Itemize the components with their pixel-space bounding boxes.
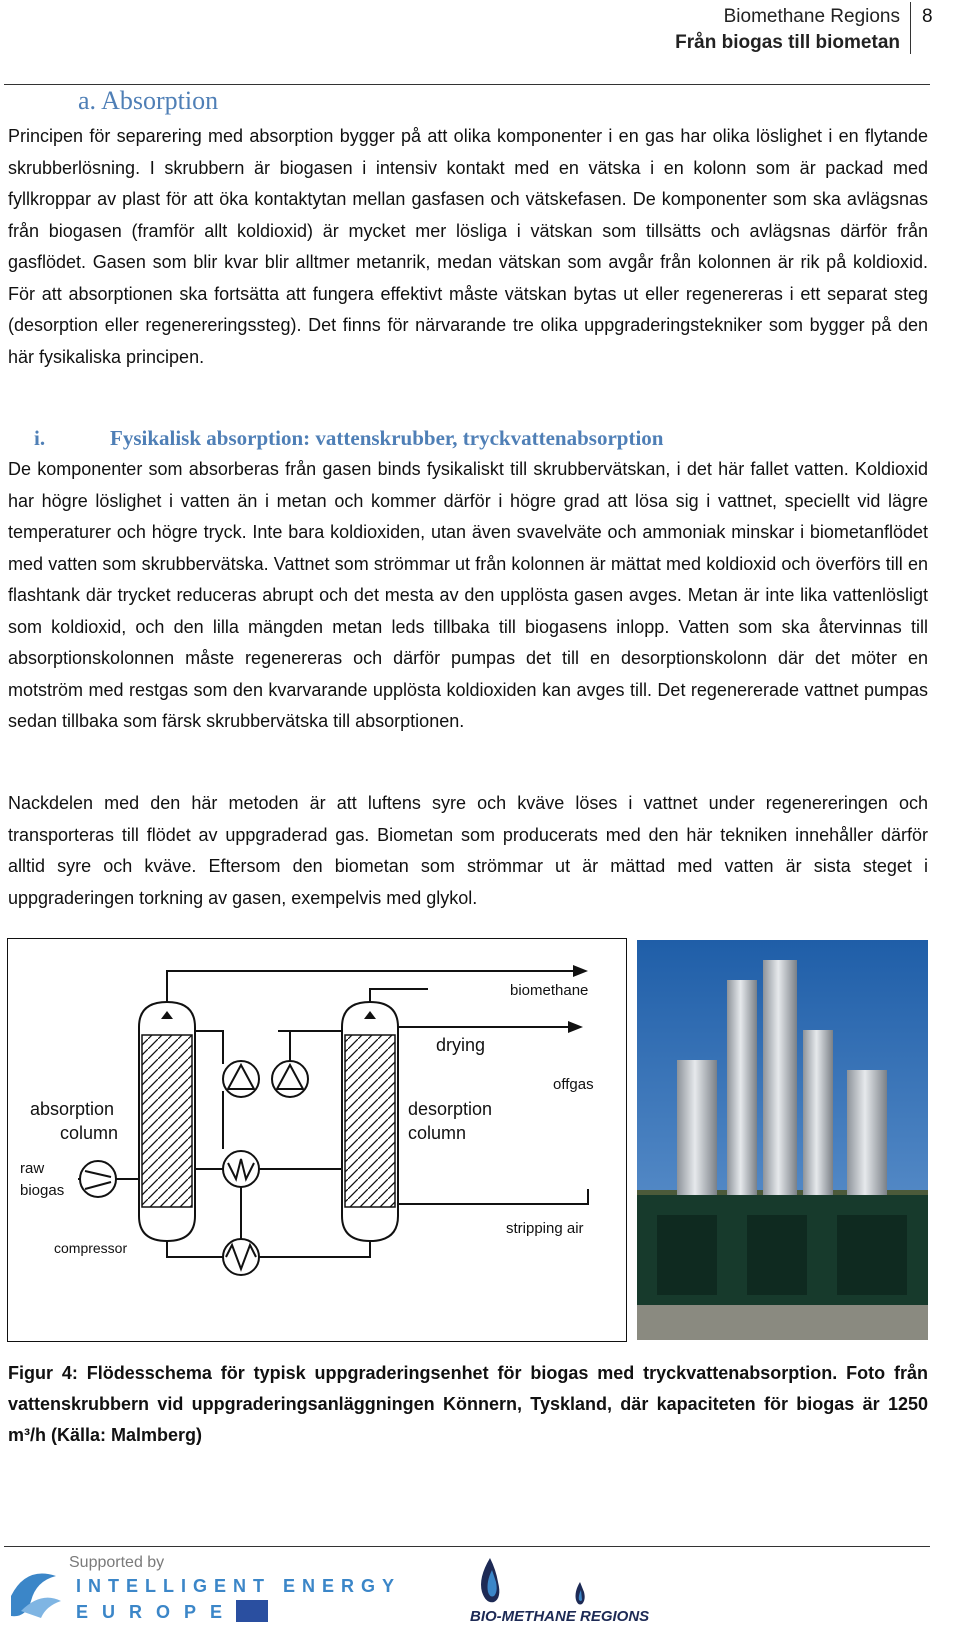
header-rule: [4, 84, 930, 85]
label-stripping-air: stripping air: [506, 1220, 584, 1237]
label-biomethane: biomethane: [510, 982, 589, 999]
iee-text-line2: EUROPE: [76, 1602, 237, 1622]
absorption-paragraph: Principen för separering med absorption bygger på att olika komponenter i en gas har olika löslighet i en flytande skrubberlösning. I skrubbern är biogasen i intensiv kontakt med en vätska i en kolonn som är packad med fyllkroppar av plast för att öka kontaktytan mellan gasfasen och vätskefasen. De komponenter som ska avlägsnas från biogasen (framför allt koldioxid) är mycket mer lösliga i vätskan som tillsätts och avlägsnas därför från gasflödet. Gasen som blir kvar blir alltmer metanrik, medan vätskan som avgår från kolonnen är rik på koldioxid. För att absorptionen ska fortsätta att fungera effektivt måste vätskan bytas ut eller regenereras i ett separat steg (desorption eller regenereringssteg). Det finns för närvarande tre olika uppgraderingstekniker som bygger på den här fysikaliska principen.: [8, 126, 928, 367]
section-heading-absorption: a. Absorption: [78, 86, 219, 115]
plant-photo-svg: [637, 940, 928, 1340]
label-absorption: absorption: [30, 1099, 115, 1119]
flame-drop-icon: [470, 1552, 620, 1608]
physical-absorption-paragraph: De komponenter som absorberas från gasen binds fysikaliskt till skrubbervätskan, i det här fallet vatten. Koldioxid har högre löslighet i vatten än i metan och kommer därför i högre grad att lösa sig i vattnet, speciellt vid lägre temperaturer och högre tryck. Inte bara koldioxiden, utan även svavelväte och ammoniak minskar i biometanflödet med vatten som skrubbervätska. Vattnet som strömmar ut från kolonnen är mättat med koldioxid och överförs till en flashtank där trycket reduceras abrupt och det mesta av den upplösta gasen avges. Metan är inte lika vattenlösligt som koldioxid, och den lilla mängden metan leds tillbaka till biogasens inlopp. Vatten som ska återvinnas till absorptionskolonnen måste regenereras och därför pumpas det till en desorptionskolonn där det möter en motström med restgas som den kvarvarande upplösta koldioxiden kan avges till. Det regenererade vattnet pumpas sedan tillbaka som färsk skrubbervätska till absorptionen.: [8, 459, 928, 731]
compressor-symbol: [80, 1161, 116, 1197]
label-compressor: compressor: [54, 1240, 128, 1256]
page-number: 8: [922, 6, 933, 27]
heat-exchanger-1: [223, 1151, 259, 1187]
label-drying: drying: [436, 1035, 486, 1055]
drawback-paragraph: Nackdelen med den här metoden är att luftens syre och kväve löses i vattnet under regenereringen och transporteras till flödet av uppgraderad gas. Biometan som producerats med den här tekniken innehåller därför alltid syre och kväve. Eftersom den biometan som strömmar ut är mättad med vatten är sista steget i uppgraderingen torkning av gasen, exempelvis med glykol.: [8, 793, 928, 908]
header-divider: [910, 2, 911, 54]
section-number: i.: [34, 426, 46, 450]
label-offgas: offgas: [553, 1076, 594, 1093]
label-raw: raw: [20, 1160, 45, 1177]
iee-logo: [6, 1552, 426, 1628]
running-header: [675, 4, 900, 56]
section-title: Fysikalisk absorption: vattenskrubber, tryckvattenabsorption: [110, 426, 664, 450]
process-flow-diagram: [7, 938, 627, 1342]
label-biogas: biogas: [20, 1182, 65, 1199]
biomethane-regions-text: BIO-METHANE REGIONS: [470, 1608, 650, 1625]
plant-photo: [637, 940, 928, 1340]
footer-rule: [4, 1546, 930, 1547]
label-desorption-column: column: [408, 1123, 467, 1143]
header-title: Biomethane Regions: [723, 6, 900, 27]
absorption-packing: [142, 1035, 192, 1207]
desorption-packing: [345, 1035, 395, 1207]
header-subtitle: Från biogas till biometan: [675, 32, 900, 53]
supported-by-text: Supported by: [69, 1554, 165, 1571]
biomethane-regions-logo: [470, 1552, 650, 1628]
iee-swirl-icon: [6, 1556, 66, 1626]
figure-caption: Figur 4: Flödesschema för typisk uppgraderingsenhet för biogas med tryckvattenabsorption. Foto från vattenskrubbern vid uppgraderingsanläggningen Könnern, Tyskland, där kapaciteten för biogas är 1250 m³/h (Källa: Malmberg): [8, 1363, 928, 1445]
eu-flag-icon: [236, 1600, 268, 1622]
label-absorption-column: column: [60, 1123, 119, 1143]
section-heading-physical-absorption: [34, 426, 663, 451]
label-desorption: desorption: [408, 1099, 493, 1119]
iee-text-line1: INTELLIGENT ENERGY: [76, 1576, 402, 1596]
diagram-svg: [8, 939, 626, 1341]
